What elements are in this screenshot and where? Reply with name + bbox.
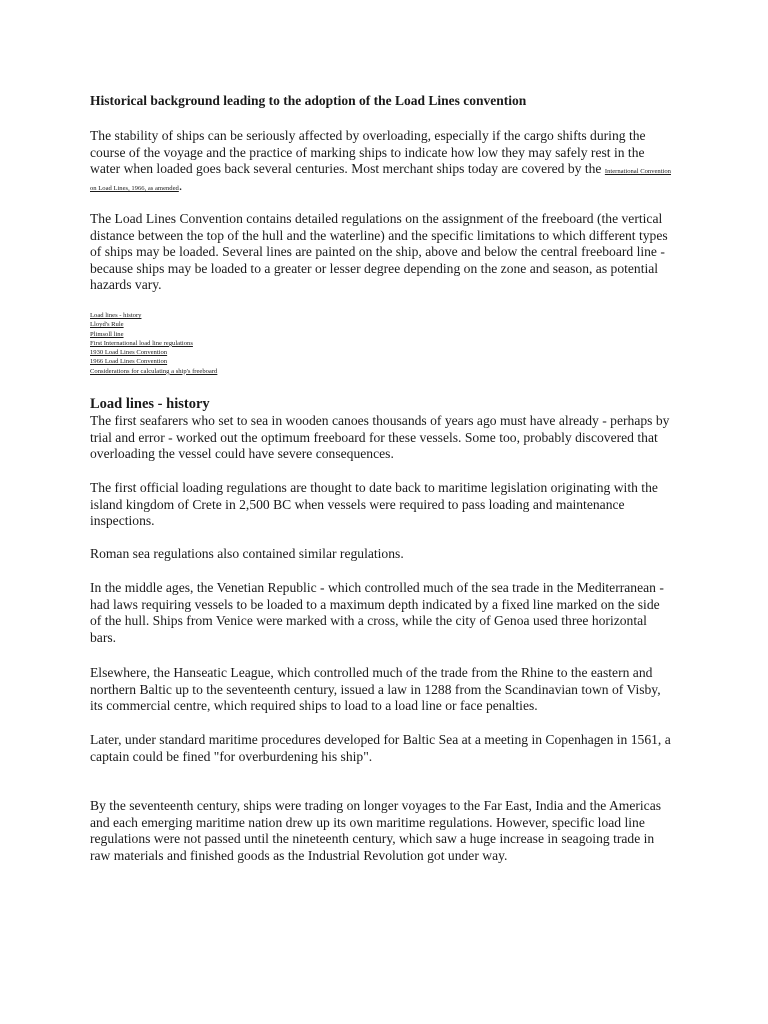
paragraph-copenhagen: Later, under standard maritime procedures developed for Baltic Sea at a meeting in Copenhagen in 1561, a captain could be fined "for overburdening his ship". xyxy=(90,732,671,764)
convention-paragraph: The Load Lines Convention contains detailed regulations on the assignment of the freeboard (the vertical distance between the top of the hull and the waterline) and the specific limitations to which different types of ships may be loaded. Several lines are painted on the ship, above and below the central freeboard line - because ships may be loaded to a greater or lesser degree depending on the zone and season, as potential hazards vary. xyxy=(90,211,668,293)
toc-link-1930-convention[interactable]: 1930 Load Lines Convention xyxy=(90,349,168,357)
toc-item xyxy=(90,348,217,357)
paragraph-seafarers: The first seafarers who set to sea in wooden canoes thousands of years ago must have already - perhaps by trial and error - worked out the optimum freeboard for these vessels. Some too, probably discovered that overloading the vessel could have severe consequences. xyxy=(90,413,670,462)
toc-item xyxy=(90,367,217,376)
toc-item xyxy=(90,339,217,348)
toc-link-history[interactable]: Load lines - history xyxy=(90,312,142,319)
document-heading: Historical background leading to the adoption of the Load Lines convention xyxy=(90,93,527,108)
paragraph-venetian: In the middle ages, the Venetian Republic - which controlled much of the sea trade in the Mediterranean - had laws requiring vessels to be loaded to a maximum depth indicated by a fixed line marked on the side of the hull. Ships from Venice were marked with a cross, while the city of Genoa used three horizontal bars. xyxy=(90,580,664,645)
section-title: Load lines - history xyxy=(90,396,210,412)
intro-text: The stability of ships can be seriously affected by overloading, especially if the cargo shifts during the course of the voyage and the practice of marking ships to indicate how low they may safely rest in the water when loaded goes back several centuries. Most merchant ships today are covered by the xyxy=(90,128,646,177)
toc-link-freeboard[interactable]: Considerations for calculating a ship's freeboard xyxy=(90,367,218,375)
toc-link-lloyds-rule[interactable]: Lloyd's Rule xyxy=(90,321,124,329)
paragraph-roman: Roman sea regulations also contained similar regulations. xyxy=(90,546,404,561)
intro-paragraph xyxy=(90,128,672,194)
table-of-contents xyxy=(90,311,217,376)
toc-link-first-international[interactable]: First International load line regulations xyxy=(90,339,193,347)
toc-link-plimsoll[interactable]: Plimsoll line xyxy=(90,330,124,338)
toc-link-1966-convention[interactable]: 1966 Load Lines Convention xyxy=(90,358,168,366)
toc-item xyxy=(90,330,217,339)
toc-item xyxy=(90,311,217,320)
paragraph-seventeenth-century: By the seventeenth century, ships were trading on longer voyages to the Far East, India and the Americas and each emerging maritime nation drew up its own maritime regulations. However, specific load line regulations were not passed until the nineteenth century, which saw a huge increase in seagoing trade in raw materials and finished goods as the Industrial Revolution got under way. xyxy=(90,798,662,863)
toc-item xyxy=(90,320,217,329)
convention-link[interactable]: International Convention on Load Lines, 1966, as amended xyxy=(90,168,671,192)
intro-tail: . xyxy=(178,177,183,193)
toc-item xyxy=(90,357,217,366)
paragraph-crete: The first official loading regulations are thought to date back to maritime legislation originating with the island kingdom of Crete in 2,500 BC when vessels were required to pass loading and maintenance inspections. xyxy=(90,480,658,529)
paragraph-hanseatic: Elsewhere, the Hanseatic League, which controlled much of the trade from the Rhine to the eastern and northern Baltic up to the seventeenth century, issued a law in 1288 from the Scandinavian town of Visby, its commercial centre, which required ships to load to a load line or face penalties. xyxy=(90,665,661,714)
